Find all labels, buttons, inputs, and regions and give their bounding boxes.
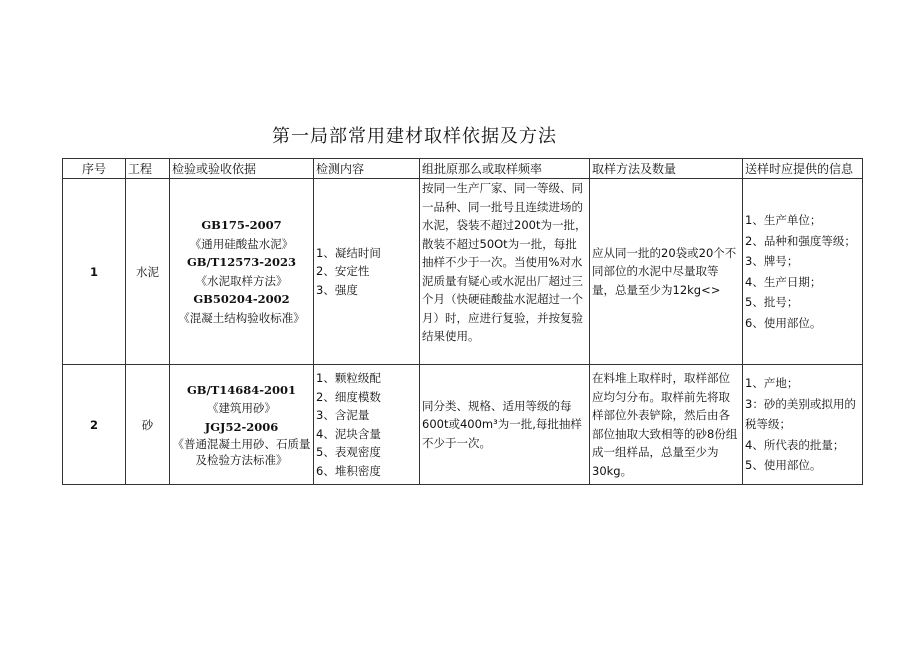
info-item: 2、品种和强度等级；	[745, 233, 856, 248]
test-item: 1、颗粒级配	[316, 371, 381, 385]
sampling-method: 在料堆上取样时，取样部位应均匀分布。取样前先将取样部位外表铲除，然后由各部位抽取大致相等的砂8份组成一组样品，总量至少为30kg。	[590, 365, 743, 485]
info-item: 4、生产日期；	[745, 274, 822, 289]
info-item: 1、生产单位；	[745, 213, 822, 227]
standard-code: GB50204-2002	[193, 292, 290, 306]
test-item: 2、安定性	[316, 264, 370, 279]
info-item: 4、所代表的批量；	[745, 437, 845, 452]
row-number: 2	[63, 365, 126, 485]
standard-title: 《混凝土结构验收标准》	[178, 310, 305, 325]
test-item: 1、凝结时间	[316, 245, 381, 260]
test-item: 2、细度模数	[316, 389, 381, 404]
standard-title: 《建筑用砂》	[207, 401, 276, 416]
table-row	[63, 179, 863, 365]
standard-title: 《普通混凝土用砂、石质量及检验方法标准》	[172, 437, 311, 468]
standard-basis	[170, 365, 314, 485]
batch-rule: 按同一生产厂家、同一等级、同一品种、同一批号且连续进场的水泥，袋装不超过200t为一批，散装不超过50Ot为一批，每批抽样不少于一次。当使用%对水泥质量有疑心或水泥出厂超过三个月（快硬硅酸盐水泥超过一个月）时，应进行复验，并按复验结果使用。	[420, 179, 590, 365]
header-basis: 检验或验收依据	[170, 159, 314, 179]
info-item: 3、牌号；	[745, 254, 799, 268]
table-row	[63, 365, 863, 485]
standard-code: JGJ52-2006	[204, 419, 279, 434]
standard-code: GB/T12573-2023	[186, 255, 297, 269]
header-method: 取样方法及数量	[590, 159, 743, 179]
info-list	[743, 365, 863, 485]
header-batch: 组批原那么或取样频率	[420, 159, 590, 179]
test-item: 3、含泥量	[316, 408, 370, 422]
header-item: 工程	[126, 159, 170, 179]
row-number: 1	[63, 179, 126, 365]
sampling-method: 应从同一批的20袋或20个不同部位的水泥中尽量取等量，总量至少为12kg<>	[590, 179, 743, 365]
info-item: 1、产地；	[745, 376, 799, 391]
standard-basis	[170, 179, 314, 365]
header-info: 送样时应提供的信息	[743, 159, 863, 179]
material-name: 砂	[126, 365, 170, 485]
header-no: 序号	[63, 159, 126, 179]
standard-code: GB/T14684-2001	[186, 382, 297, 397]
test-items	[314, 179, 420, 365]
material-name: 水泥	[126, 179, 170, 365]
info-item: 3：砂的美别或拟用的税等级；	[745, 396, 856, 432]
info-item: 6、使用部位。	[745, 315, 822, 330]
header-tests: 检测内容	[314, 159, 420, 179]
standard-title: 《通用硅酸盐水泥》	[189, 236, 294, 251]
test-item: 5、表观密度	[316, 445, 381, 459]
standard-code: GB175-2007	[201, 218, 282, 232]
test-item: 4、泥块含量	[316, 426, 381, 441]
standard-title: 《水泥取样方法》	[195, 273, 288, 288]
batch-rule: 同分类、规格、适用等级的每600t或400m³为一批,每批抽样不少于一次。	[420, 365, 590, 485]
test-item: 6、堆积密度	[316, 463, 381, 478]
header-row	[63, 159, 863, 179]
info-list	[743, 179, 863, 365]
sampling-table	[62, 158, 863, 485]
page-title: 第一局部常用建材取样依据及方法	[272, 126, 557, 147]
info-item: 5、使用部位。	[745, 458, 822, 473]
test-item: 3、强度	[316, 282, 358, 297]
test-items	[314, 365, 420, 485]
info-item: 5、批号；	[745, 295, 799, 309]
